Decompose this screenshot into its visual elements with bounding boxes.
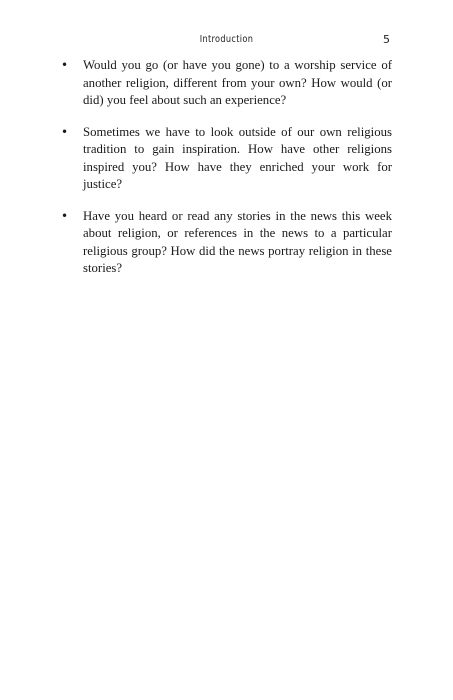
question-text: Sometimes we have to look outside of our own religious tradition to gain inspiration. How have other religions inspired you? How have they enriched your work for justice?: [83, 124, 392, 191]
running-head: [0, 34, 453, 50]
question-text: Have you heard or read any stories in the news this week about religion, or references in the news to a particular religious group? How did the news portray religion in these stories?: [83, 208, 392, 275]
page-number: 5: [383, 33, 390, 46]
list-item: [61, 124, 392, 194]
bullet-icon: •: [61, 124, 69, 139]
section-title: Introduction: [199, 34, 254, 45]
discussion-question-list: [61, 57, 392, 292]
bullet-icon: •: [61, 58, 69, 72]
bullet-icon: •: [61, 208, 69, 223]
list-item: [61, 57, 392, 110]
list-item: [61, 208, 392, 278]
question-text: Would you go (or have you gone) to a worship service of another religion, different from your own? How would (or did) you feel about such an experience?: [83, 58, 392, 107]
